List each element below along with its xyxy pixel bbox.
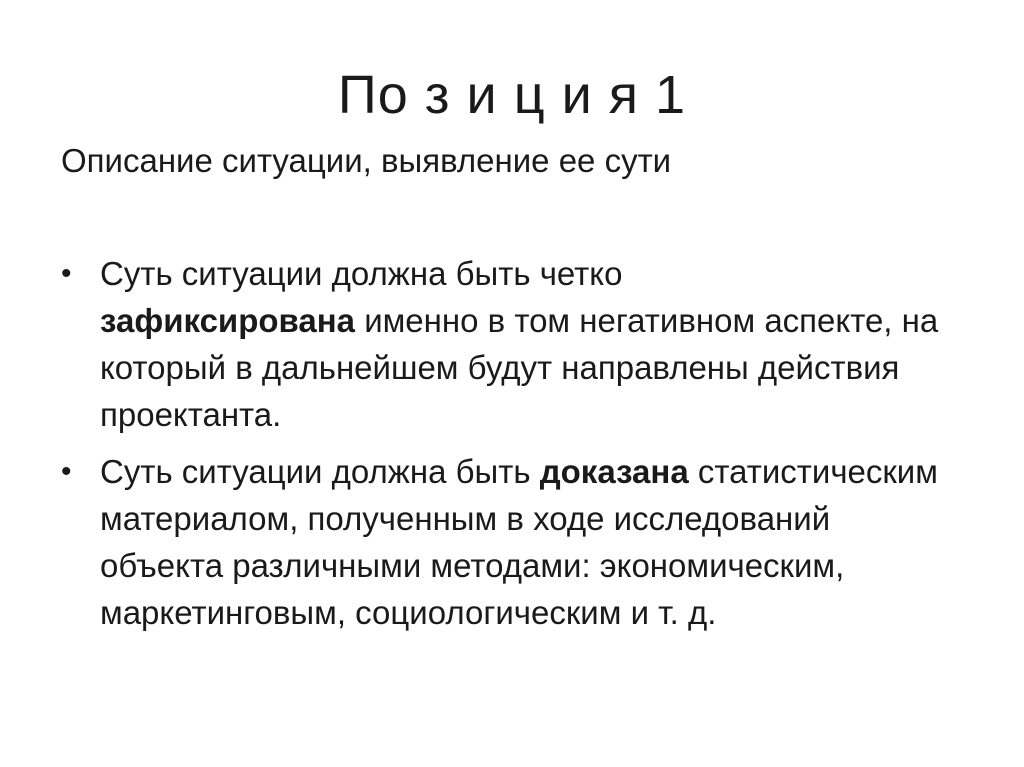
slide-title: По з и ц и я 1 bbox=[337, 65, 687, 125]
bullet-2-emphasis: доказана bbox=[539, 453, 689, 490]
bullet-item-1 bbox=[61, 250, 961, 438]
bullet-item-2 bbox=[61, 448, 961, 636]
bullet-1-emphasis: зафиксирована bbox=[100, 302, 356, 339]
bullet-1-text-before: Суть ситуации должна быть четко bbox=[100, 255, 623, 292]
slide-subtitle: Описание ситуации, выявление ее сути bbox=[61, 142, 672, 179]
bullet-1-text-after: именно в том негативном аспекте, на который в дальнейшем будут направлены действия проектанта. bbox=[100, 302, 939, 433]
bullet-2-text-after: статистическим материалом, полученным в ходе исследований объекта различными методами: экономическим, маркетинговым, социологическим и т. д. bbox=[100, 453, 938, 631]
bullet-2-text-before: Суть ситуации должна быть bbox=[100, 453, 531, 490]
bullet-marker-icon: • bbox=[61, 455, 72, 488]
bullet-marker-icon: • bbox=[61, 257, 72, 290]
bullet-list bbox=[61, 250, 961, 646]
